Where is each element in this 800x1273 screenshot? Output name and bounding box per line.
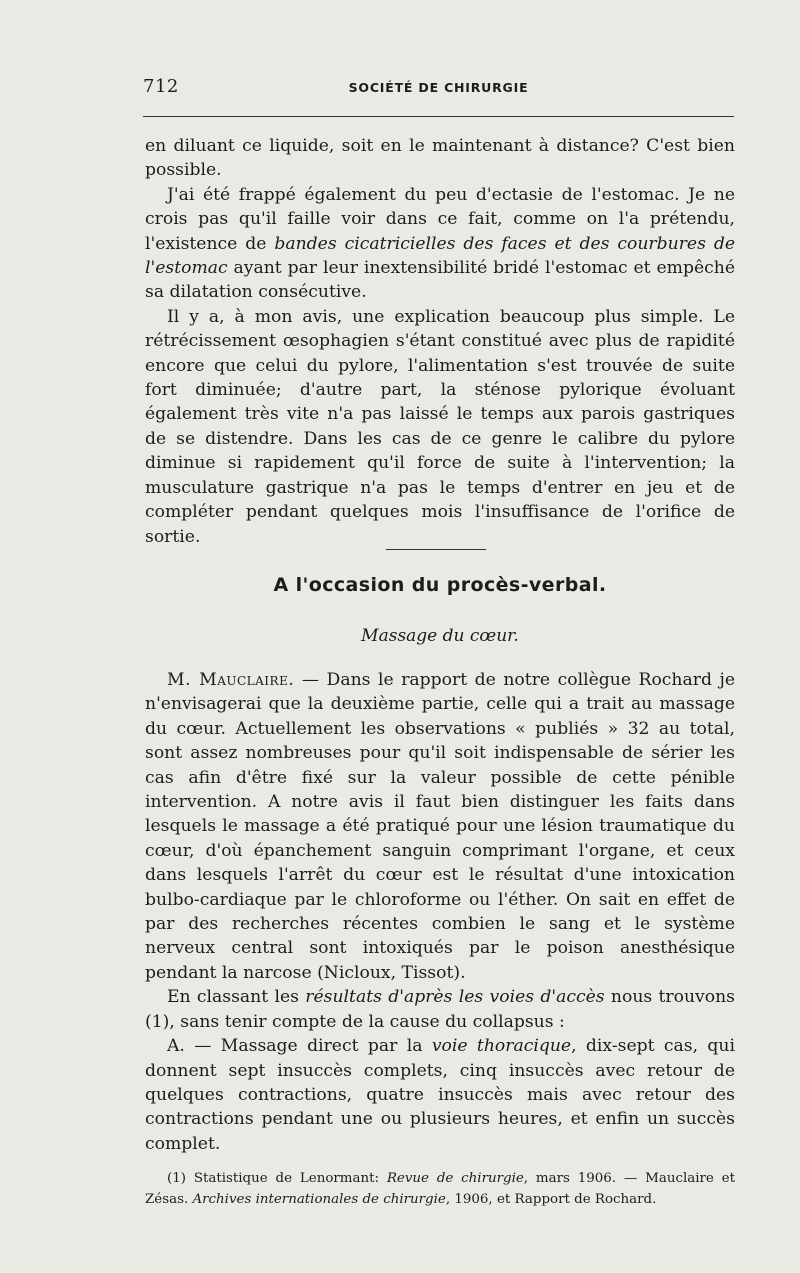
paragraph-6-emphasis: voie thoracique xyxy=(431,1036,572,1057)
running-title: SOCIÉTÉ DE CHIRURGIE xyxy=(348,80,529,95)
footnote-text-start: (1) Statistique de Lenormant: xyxy=(167,1171,387,1186)
paragraph-6-text-end: , dix-sept cas, qui donnent sept insuccès complets, cinq insuccès avec retour de quelques contractions, quatre insuccès mais avec retour des contractions pendant une ou plusieurs heures, et enfin un succès complet. xyxy=(145,1036,735,1154)
section-subtitle: Massage du cœur. xyxy=(361,626,519,646)
paragraph-4 xyxy=(145,668,735,985)
section-title: A l'occasion du procès-verbal. xyxy=(273,574,607,596)
footnote-1 xyxy=(145,1168,735,1210)
footnote-journal-1: Revue de chirurgie xyxy=(386,1171,524,1186)
page-header xyxy=(143,76,734,102)
page-number: 712 xyxy=(143,76,179,97)
paragraph-6-text-start: A. — Massage direct par la xyxy=(167,1036,432,1057)
footnote-journal-2: Archives internationales de chirurgie xyxy=(192,1192,446,1207)
paragraph-5-text-start: En classant les xyxy=(167,987,306,1008)
paragraph-2-emphasis: bandes cicatricielles des faces et des courbures de l'estomac xyxy=(145,233,735,279)
footnote xyxy=(145,1168,735,1210)
footnote-text-middle: , mars 1906. — Mauclaire et Zésas. xyxy=(145,1171,735,1207)
text-block-top xyxy=(145,134,735,549)
paragraph-3: Il y a, à mon avis, une explication beaucoup plus simple. Le rétrécissement œsophagien s'étant constitué avec plus de rapidité encore que celui du pylore, l'alimentation s'est trouvée de suite fort diminuée; d'autre part, la sténose pylorique évoluant également très vite n'a pas laissé le temps aux parois gastriques de se distendre. Dans les cas de ce genre le calibre du pylore diminue si rapidement qu'il force de suite à l'intervention; la musculature gastrique n'a pas le temps d'entrer en jeu et de compléter pendant quelques mois l'insuffisance de l'orifice de sortie. xyxy=(145,306,735,547)
paragraph-2 xyxy=(145,183,735,305)
header-rule xyxy=(143,116,734,117)
speaker-name: M. Mauclaire. xyxy=(167,670,295,690)
text-block-bottom xyxy=(145,668,735,1156)
paragraph-5-text-end: nous trouvons (1), sans tenir compte de la cause du collapsus : xyxy=(145,987,735,1032)
paragraph-4-text: — Dans le rapport de notre collègue Rochard je n'envisagerai que la deuxième partie, celle qui a trait au massage du cœur. Actuellement les observations « publiés » 32 au total, sont assez nombreuses pour qu'il soit indispensable de sérier les cas afin d'être fixé sur la valeur possible de cette pénible intervention. A notre avis il faut bien distinguer les faits dans lesquels le massage a été pratiqué pour une lésion traumatique du cœur, d'où épanchement sanguin comprimant l'organe, et ceux dans lesquels l'arrêt du cœur est le résultat d'une intoxication bulbo-cardiaque par le chloroforme ou l'éther. On sait en effet de par des recherches récentes combien le sang et le système nerveux central sont intoxiqués par le poison anesthésique pendant la narcose (Nicloux, Tissot). xyxy=(145,670,736,983)
paragraph-1: en diluant ce liquide, soit en le maintenant à distance? C'est bien possible. xyxy=(145,136,735,181)
footnote-text-end: , 1906, et Rapport de Rochard. xyxy=(445,1192,657,1207)
paragraph-2-text-start: J'ai été frappé également du peu d'ectasie de l'estomac. Je ne crois pas qu'il faille voir dans ce fait, comme on l'a prétendu, l'existence de xyxy=(145,184,735,254)
paragraph-5-emphasis: résultats d'après les voies d'accès xyxy=(305,987,605,1008)
section-divider xyxy=(386,549,486,550)
paragraph-6 xyxy=(145,1034,735,1156)
paragraph-2-text-end: ayant par leur inextensibilité bridé l'estomac et empêché sa dilatation consécutive. xyxy=(145,258,735,303)
paragraph-5 xyxy=(145,985,735,1034)
